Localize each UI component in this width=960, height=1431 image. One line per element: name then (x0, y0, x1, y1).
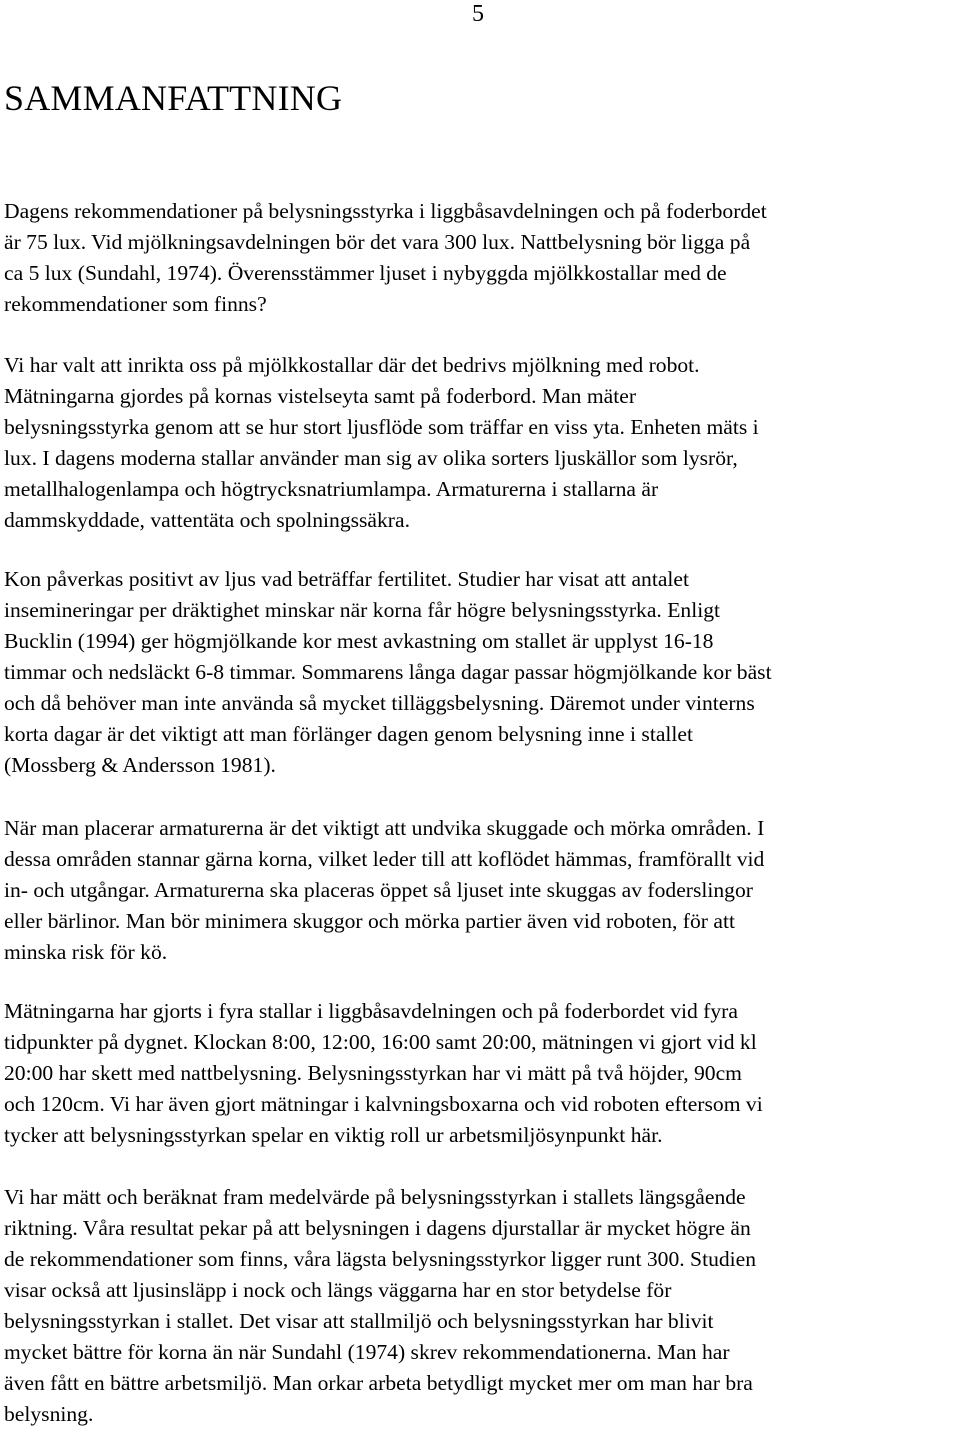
text-line: 20:00 har skett med nattbelysning. Belysningsstyrkan har vi mätt på två höjder, 90cm (4, 1061, 742, 1085)
paragraph-3 (4, 564, 954, 781)
text-line: och då behöver man inte använda så mycket tilläggsbelysning. Däremot under vinterns (4, 691, 755, 715)
text-line: insemineringar per dräktighet minskar när korna får högre belysningsstyrka. Enligt (4, 598, 720, 622)
text-line: tidpunkter på dygnet. Klockan 8:00, 12:00, 16:00 samt 20:00, mätningen vi gjort vid kl (4, 1030, 757, 1054)
text-line: är 75 lux. Vid mjölkningsavdelningen bör det vara 300 lux. Nattbelysning bör ligga på (4, 230, 751, 254)
text-line: eller bärlinor. Man bör minimera skuggor och mörka partier även vid roboten, för att (4, 909, 735, 933)
text-line: lux. I dagens moderna stallar använder man sig av olika sorters ljuskällor som lysrör, (4, 446, 738, 470)
text-line: rekommendationer som finns? (4, 292, 267, 316)
text-line: timmar och nedsläckt 6-8 timmar. Sommarens långa dagar passar högmjölkande kor bäst (4, 660, 772, 684)
text-line: belysningsstyrkan i stallet. Det visar att stallmiljö och belysningsstyrkan har blivit (4, 1309, 714, 1333)
page-title: SAMMANFATTNING (4, 78, 343, 118)
text-line: även fått en bättre arbetsmiljö. Man orkar arbeta betydligt mycket mer om man har bra (4, 1371, 753, 1395)
text-line: Kon påverkas positivt av ljus vad beträffar fertilitet. Studier har visat att antalet (4, 567, 689, 591)
text-line: Vi har valt att inrikta oss på mjölkkostallar där det bedrivs mjölkning med robot. (4, 353, 700, 377)
paragraph-1 (4, 196, 954, 320)
text-line: belysningsstyrka genom att se hur stort ljusflöde som träffar en viss yta. Enheten mäts i (4, 415, 759, 439)
text-line: minska risk för kö. (4, 940, 168, 964)
paragraph-5 (4, 996, 954, 1151)
text-line: korta dagar är det viktigt att man förlänger dagen genom belysning inne i stallet (4, 722, 693, 746)
text-line: dessa områden stannar gärna korna, vilket leder till att koflödet hämmas, framförallt vid (4, 847, 765, 871)
text-line: och 120cm. Vi har även gjort mätningar i kalvningsboxarna och vid roboten eftersom vi (4, 1092, 763, 1116)
text-line: tycker att belysningsstyrkan spelar en viktig roll ur arbetsmiljösynpunkt här. (4, 1123, 663, 1147)
text-line: Vi har mätt och beräknat fram medelvärde på belysningsstyrkan i stallets längsgående (4, 1185, 746, 1209)
text-line: Mätningarna har gjorts i fyra stallar i liggbåsavdelningen och på foderbordet vid fyra (4, 999, 738, 1023)
text-line: dammskyddade, vattentäta och spolningssäkra. (4, 508, 410, 532)
text-line: mycket bättre för korna än när Sundahl (1974) skrev rekommendationerna. Man har (4, 1340, 730, 1364)
text-line: de rekommendationer som finns, våra lägsta belysningsstyrkor ligger runt 300. Studien (4, 1247, 757, 1271)
text-line: (Mossberg & Andersson 1981). (4, 753, 276, 777)
text-line: Mätningarna gjordes på kornas vistelseyta samt på foderbord. Man mäter (4, 384, 637, 408)
paragraph-6 (4, 1182, 954, 1430)
paragraph-4 (4, 813, 954, 968)
text-line: visar också att ljusinsläpp i nock och längs väggarna har en stor betydelse för (4, 1278, 672, 1302)
text-line: in- och utgångar. Armaturerna ska placeras öppet så ljuset inte skuggas av foderslingor (4, 878, 753, 902)
text-line: ca 5 lux (Sundahl, 1974). Överensstämmer ljuset i nybyggda mjölkkostallar med de (4, 261, 727, 285)
paragraph-2 (4, 350, 954, 536)
page-number: 5 (472, 1, 484, 27)
text-line: Bucklin (1994) ger högmjölkande kor mest avkastning om stallet är upplyst 16-18 (4, 629, 714, 653)
text-line: riktning. Våra resultat pekar på att belysningen i dagens djurstallar är mycket högre än (4, 1216, 751, 1240)
text-line: belysning. (4, 1402, 94, 1426)
text-line: Dagens rekommendationer på belysningsstyrka i liggbåsavdelningen och på foderbordet (4, 199, 767, 223)
text-line: När man placerar armaturerna är det viktigt att undvika skuggade och mörka områden. I (4, 816, 765, 840)
text-line: metallhalogenlampa och högtrycksnatriumlampa. Armaturerna i stallarna är (4, 477, 659, 501)
